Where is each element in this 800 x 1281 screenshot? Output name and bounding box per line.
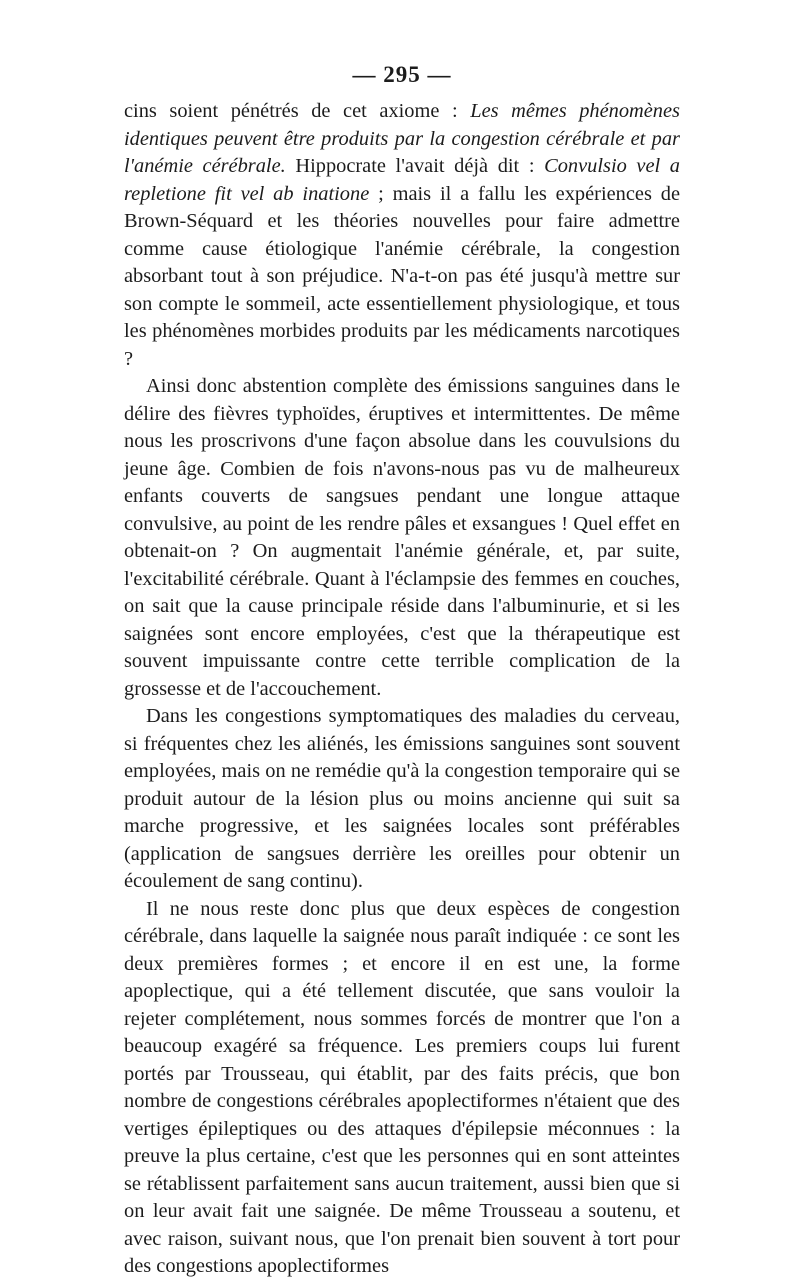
text-segment: Dans les congestions symptomatiques des maladies du cerveau, si fréquentes chez les aliénés, les émissions sanguines sont souvent employées, mais on ne remédie qu'à la congestion temporaire qui se produit autour de la lésion plus ou moins ancienne qui suit sa marche progressive, et les saignées locales sont préférables (application de sangsues derrière les oreilles pour obtenir un écoulement de sang continu). bbox=[124, 705, 680, 892]
text-segment: cins soient pénétrés de cet axiome : bbox=[124, 100, 471, 122]
italic-segment: Convulsio vel a repletione fit vel ab inatione bbox=[124, 155, 680, 205]
paragraph-4 bbox=[124, 896, 680, 1281]
page-number: — 295 — bbox=[352, 62, 452, 87]
text-segment: Ainsi donc abstention complète des émissions sanguines dans le délire des fièvres typhoïdes, éruptives et intermittentes. De même nous les proscrivons d'une façon absolue dans les couvulsions du jeune âge. Combien de fois n'avons-nous pas vu de malheureux enfants couverts de sangsues pendant une longue attaque convulsive, au point de les rendre pâles et exsangues ! Quel effet en obtenait-on ? On augmentait l'anémie générale, et, par suite, l'excitabilité cérébrale. Quant à l'éclampsie des femmes en couches, on sait que la cause principale réside dans l'albuminurie, et si les saignées sont encore employées, c'est que la thérapeutique est souvent impuissante contre cette terrible complication de la grossesse et de l'accouchement. bbox=[124, 375, 680, 700]
italic-segment: Les mêmes phénomènes identiques peuvent être produits par la congestion cérébrale et par l'anémie cérébrale. bbox=[124, 100, 680, 177]
paragraph-3 bbox=[124, 703, 680, 896]
book-page bbox=[124, 62, 680, 1281]
paragraph-2 bbox=[124, 373, 680, 703]
text-segment: Il ne nous reste donc plus que deux espèces de congestion cérébrale, dans laquelle la saignée nous paraît indiquée : ce sont les deux premières formes ; et encore il en est une, la forme apoplectique, qui a été tellement discutée, que sans vouloir la rejeter complétement, nous sommes forcés de montrer que l'on a beaucoup exagéré sa fréquence. Les premiers coups lui furent portés par Trousseau, qui établit, par des faits précis, que bon nombre de congestions cérébrales apoplectiformes n'étaient que des vertiges épileptiques ou des attaques d'épilepsie méconnues : la preuve la plus certaine, c'est que les personnes qui en sont atteintes se rétablissent parfaitement sans aucun traitement, aussi bien que si on leur avait fait une saignée. De même Trousseau a soutenu, et avec raison, suivant nous, que l'on prenait bien souvent à tort pour des congestions apoplectiformes bbox=[124, 897, 680, 1277]
text-segment: Hippocrate l'avait déjà dit : bbox=[285, 155, 545, 177]
text-segment: ; mais il a fallu les expériences de Brown-Séquard et les théories nouvelles pour faire admettre comme cause étiologique l'anémie cérébrale, la congestion absorbant tout à son préjudice. N'a-t-on pas été jusqu'à mettre sur son compte le sommeil, acte essentiellement physiologique, et tous les phénomènes morbides produits par les médicaments narcotiques ? bbox=[124, 182, 680, 370]
paragraph-1 bbox=[124, 98, 680, 373]
